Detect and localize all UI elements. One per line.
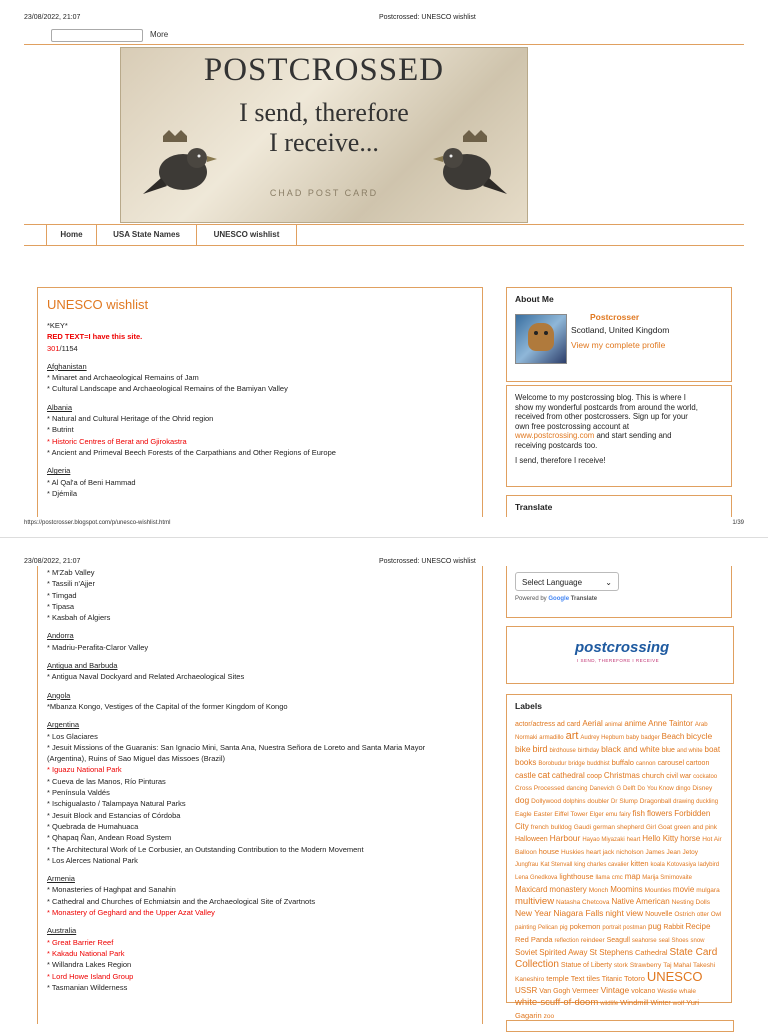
site-item: * Los Alerces National Park bbox=[47, 855, 138, 865]
site-item: * Minaret and Archaeological Remains of Jam bbox=[47, 373, 199, 383]
label-link[interactable]: bulldog bbox=[550, 824, 572, 831]
key-legend: RED TEXT=I have this site. bbox=[47, 332, 143, 342]
site-item: * Kasbah of Algiers bbox=[47, 613, 111, 623]
label-link[interactable]: badger bbox=[641, 735, 660, 741]
nav-bottom-divider bbox=[24, 245, 744, 246]
label-link[interactable]: heart bbox=[626, 837, 641, 843]
welcome-text-5: and start sending and bbox=[594, 431, 672, 440]
label-link[interactable]: Recipe bbox=[685, 922, 711, 931]
label-link[interactable]: Danevich bbox=[589, 786, 615, 792]
tab-home[interactable]: Home bbox=[47, 225, 97, 245]
label-link[interactable]: Jetoy bbox=[682, 849, 699, 856]
label-cloud bbox=[515, 718, 723, 1022]
next-widget bbox=[506, 1020, 734, 1032]
label-link[interactable]: Strawberry bbox=[629, 962, 662, 969]
post-content-continued bbox=[37, 566, 483, 1024]
labels-heading: Labels bbox=[515, 701, 542, 711]
welcome-text-3: received from other postcrossers. Sign up for your bbox=[515, 412, 688, 421]
label-link[interactable]: movie bbox=[672, 885, 695, 894]
label-link[interactable]: Gaudi bbox=[573, 824, 592, 831]
site-item: * Quebrada de Humahuaca bbox=[47, 821, 139, 831]
site-item: * Willandra Lakes Region bbox=[47, 960, 132, 970]
label-link[interactable]: monastery bbox=[549, 885, 587, 894]
label-link[interactable]: Kotovasiya bbox=[666, 862, 697, 868]
label-link[interactable]: heart jack nicholson bbox=[586, 849, 644, 856]
label-link[interactable]: Yuri Gagarin bbox=[515, 998, 700, 1020]
site-item: * Antigua Naval Dockyard and Related Archaeological Sites bbox=[47, 672, 245, 682]
site-item: * Madriu-Perafita-Claror Valley bbox=[47, 642, 149, 652]
label-link[interactable]: castle bbox=[515, 771, 536, 780]
powered-prefix: Powered by bbox=[515, 596, 549, 602]
welcome-tagline: I send, therefore I receive! bbox=[515, 456, 606, 465]
label-link[interactable]: Halloween bbox=[515, 836, 548, 843]
label-link[interactable]: pig bbox=[559, 925, 568, 931]
label-link[interactable]: cannon bbox=[635, 761, 656, 767]
print-page-number: 1/39 bbox=[732, 520, 744, 526]
label-link[interactable]: ad card bbox=[557, 721, 581, 728]
label-link[interactable]: zoo bbox=[543, 1013, 555, 1020]
label-link[interactable]: Dollywood bbox=[531, 798, 562, 805]
site-item: * Qhapaq Ñan, Andean Road System bbox=[47, 833, 172, 843]
site-count bbox=[47, 343, 472, 354]
label-link[interactable]: Natasha Chetcova bbox=[556, 899, 610, 906]
welcome-text-4: own free postcrossing account at bbox=[515, 421, 629, 431]
label-link[interactable]: postman bbox=[623, 925, 647, 931]
site-item: * Kakadu National Park bbox=[47, 948, 125, 958]
profile-link[interactable]: View my complete profile bbox=[571, 340, 666, 350]
label-link[interactable]: Forbidden City bbox=[515, 809, 711, 831]
top-divider bbox=[24, 44, 744, 45]
label-link[interactable]: kitten bbox=[630, 859, 649, 868]
site-item: * Cultural Landscape and Archaeological Remains of the Bamiyan Valley bbox=[47, 384, 288, 394]
tab-unesco-wishlist[interactable]: UNESCO wishlist bbox=[197, 225, 297, 245]
label-link[interactable]: Dr bbox=[611, 799, 618, 805]
label-link[interactable]: Spirited Away bbox=[539, 948, 588, 957]
profile-location: Scotland, United Kingdom bbox=[571, 325, 670, 335]
label-link[interactable]: Harbour bbox=[549, 833, 581, 843]
label-link[interactable]: Windmill bbox=[620, 998, 649, 1007]
label-link[interactable]: french bbox=[530, 824, 549, 831]
label-link[interactable]: Takeshi Kaneshiro bbox=[515, 962, 716, 983]
label-link[interactable]: Goat bbox=[657, 824, 673, 831]
print-title-2: Postcrossed: UNESCO wishlist bbox=[379, 558, 476, 565]
label-link[interactable]: drawing bbox=[673, 799, 695, 805]
site-item: * Lord Howe Island Group bbox=[47, 971, 134, 981]
label-link[interactable]: Anne Taintor bbox=[648, 719, 693, 728]
country-heading: Armenia bbox=[47, 874, 75, 884]
label-link[interactable]: birthday bbox=[577, 748, 600, 754]
count-have: 301 bbox=[47, 343, 60, 353]
label-link[interactable]: temple bbox=[546, 974, 569, 983]
label-link[interactable]: Red Panda bbox=[515, 935, 553, 944]
chevron-down-icon: ⌄ bbox=[605, 578, 612, 587]
site-item: * M'Zab Valley bbox=[47, 568, 95, 577]
country-heading: Afghanistan bbox=[47, 361, 87, 371]
postcrossing-link[interactable]: www.postcrossing.com bbox=[515, 431, 595, 440]
label-link[interactable]: Statue of Liberty bbox=[560, 962, 612, 969]
label-link[interactable]: white-scuff-of-doom bbox=[515, 997, 599, 1008]
label-link[interactable]: Nouvelle bbox=[645, 911, 673, 918]
print-date-2: 23/08/2022, 21:07 bbox=[24, 558, 81, 565]
label-link[interactable]: night view bbox=[605, 908, 644, 918]
about-heading: About Me bbox=[515, 294, 554, 304]
site-item: * Monastery of Geghard and the Upper Azat Valley bbox=[47, 908, 215, 918]
welcome-text-6: receiving postcards too. bbox=[515, 440, 598, 450]
label-link[interactable]: Native American bbox=[611, 897, 670, 906]
post-content bbox=[37, 287, 483, 517]
page-break bbox=[0, 537, 768, 538]
label-link[interactable]: duckling bbox=[696, 799, 719, 805]
label-link[interactable]: seahorse bbox=[631, 938, 657, 944]
label-link[interactable]: State Card Collection bbox=[515, 947, 718, 970]
label-link[interactable]: actor/actress bbox=[515, 721, 556, 728]
label-link[interactable]: Niagara Falls bbox=[553, 908, 604, 918]
label-link[interactable]: Hayao Miyazaki bbox=[582, 837, 625, 843]
site-item: * Jesuit Missions of the Guaranis: San Ignacio Mini, Santa Ana, Nuestra Señora de Loreto and Santa Maria Mayor bbox=[47, 742, 426, 752]
label-link[interactable]: Disney bbox=[692, 785, 713, 792]
country-heading: Albania bbox=[47, 402, 73, 412]
label-link[interactable]: bike bbox=[515, 744, 531, 754]
site-item: * Los Glaciares bbox=[47, 731, 98, 741]
tab-usa-state-names[interactable]: USA State Names bbox=[97, 225, 197, 245]
post-title: UNESCO wishlist bbox=[47, 297, 149, 312]
print-footer bbox=[24, 520, 744, 526]
wishlist-page1 bbox=[47, 361, 472, 499]
label-link[interactable]: anime bbox=[624, 719, 647, 728]
label-link[interactable]: Eiffel Tower bbox=[554, 811, 588, 818]
label-link[interactable]: Pelican bbox=[537, 925, 558, 931]
site-item: * Natural and Cultural Heritage of the Ohrid region bbox=[47, 414, 214, 424]
label-link[interactable]: snow bbox=[690, 938, 705, 944]
label-link[interactable]: Vermeer bbox=[572, 988, 599, 995]
label-link[interactable]: Eagle bbox=[515, 811, 532, 818]
label-link[interactable]: Borobudur bbox=[538, 761, 567, 767]
site-item: * Península Valdés bbox=[47, 788, 110, 798]
key-label: *KEY* bbox=[47, 321, 68, 330]
more-link[interactable]: More bbox=[150, 30, 169, 39]
site-item: * Tassili n'Ajjer bbox=[47, 579, 95, 589]
label-link[interactable]: Maxicard bbox=[515, 885, 548, 894]
label-link[interactable]: Rabbit bbox=[663, 924, 684, 931]
label-link[interactable]: buffalo bbox=[611, 758, 634, 767]
label-link[interactable]: James Jean bbox=[645, 849, 681, 856]
translate-widget bbox=[506, 495, 732, 517]
translate-widget-body bbox=[506, 566, 732, 618]
wishlist-continued bbox=[47, 567, 472, 623]
label-link[interactable]: Normaki bbox=[515, 735, 538, 741]
label-link[interactable]: Moomins bbox=[610, 885, 643, 894]
label-link[interactable]: Jungfrau bbox=[515, 862, 539, 868]
country-heading: Australia bbox=[47, 926, 77, 936]
label-link[interactable]: animal bbox=[604, 722, 623, 728]
label-link[interactable]: blue bbox=[661, 747, 675, 754]
label-link[interactable]: books bbox=[515, 758, 537, 767]
label-link[interactable]: black and white bbox=[601, 744, 660, 754]
print-header bbox=[24, 14, 744, 21]
about-me-widget bbox=[506, 287, 732, 382]
label-link[interactable]: Elger bbox=[589, 812, 604, 818]
print-title: Postcrossed: UNESCO wishlist bbox=[379, 14, 476, 21]
label-link[interactable]: german shepherd bbox=[593, 824, 644, 831]
label-link[interactable]: Audrey Hepburn bbox=[580, 735, 625, 741]
language-select-label: Select Language bbox=[522, 578, 583, 587]
label-link[interactable]: bicycle bbox=[686, 731, 713, 741]
site-item: * Tasmanian Wilderness bbox=[47, 982, 128, 992]
language-select[interactable] bbox=[515, 572, 619, 591]
powered-translate[interactable]: Translate bbox=[569, 596, 598, 602]
label-link[interactable]: Mounties bbox=[644, 887, 671, 894]
site-item: * Cueva de las Manos, Río Pinturas bbox=[47, 776, 166, 786]
label-link[interactable]: koala bbox=[650, 862, 665, 868]
label-link[interactable]: pokemon bbox=[569, 922, 601, 931]
label-link[interactable]: cartoon bbox=[685, 760, 710, 767]
label-link[interactable]: Taj Mahal bbox=[663, 962, 692, 969]
label-link[interactable]: G bbox=[616, 786, 622, 792]
label-link[interactable]: and white bbox=[676, 748, 703, 754]
label-link[interactable]: Totoro bbox=[624, 974, 645, 983]
wishlist-page2 bbox=[47, 630, 472, 993]
label-link[interactable]: Shoes bbox=[671, 938, 689, 944]
site-item: * Cathedral and Churches of Echmiatsin and the Archaeological Site of Zvartnots bbox=[47, 896, 316, 906]
label-link[interactable]: Dragonball bbox=[639, 798, 672, 805]
label-link[interactable]: Kat Stenvall bbox=[540, 862, 573, 868]
label-link[interactable]: dolphins bbox=[563, 799, 586, 805]
label-link[interactable]: reindeer bbox=[580, 937, 605, 944]
label-link[interactable]: Do bbox=[637, 786, 645, 792]
label-link[interactable]: Beach bbox=[661, 732, 685, 741]
label-link[interactable]: boat bbox=[704, 745, 721, 754]
search-input[interactable] bbox=[51, 29, 143, 42]
label-link[interactable]: Easter bbox=[533, 811, 553, 818]
label-link[interactable]: Van Gogh bbox=[539, 988, 571, 995]
label-link[interactable]: map bbox=[624, 872, 641, 881]
banner-motto-line2: I receive... bbox=[269, 128, 379, 157]
count-total: /1154 bbox=[59, 343, 78, 353]
banner-title: POSTCROSSED bbox=[203, 52, 445, 88]
label-link[interactable]: ladybird bbox=[698, 862, 720, 868]
avatar[interactable] bbox=[515, 314, 567, 364]
site-item: * Iguazu National Park bbox=[47, 765, 122, 775]
label-link[interactable]: whale bbox=[679, 988, 696, 995]
label-link[interactable]: Owl bbox=[710, 912, 722, 918]
label-link[interactable]: Titanic bbox=[601, 976, 623, 983]
welcome-text-1: Welcome to my postcrossing blog. This is where I bbox=[515, 393, 686, 402]
site-item: * Ancient and Primeval Beech Forests of the Carpathians and Other Regions of Europe bbox=[47, 447, 336, 457]
banner-motto-line1: I send, therefore bbox=[239, 98, 409, 127]
label-link[interactable]: llama bbox=[595, 875, 610, 881]
label-link[interactable]: wolf bbox=[672, 1000, 685, 1007]
label-link[interactable]: bridge bbox=[568, 761, 585, 767]
label-link[interactable]: civil war bbox=[666, 773, 692, 780]
site-item: * Tipasa bbox=[47, 601, 75, 611]
country-heading: Algeria bbox=[47, 466, 71, 476]
label-link[interactable]: Seagull bbox=[606, 937, 630, 944]
site-item: * Timgad bbox=[47, 590, 77, 600]
label-link[interactable]: painting bbox=[515, 925, 537, 931]
labels-widget bbox=[506, 694, 732, 1020]
label-link[interactable]: reflection bbox=[554, 938, 579, 944]
site-item: * Ischigualasto / Talampaya Natural Parks bbox=[47, 799, 186, 809]
label-link[interactable]: stork bbox=[613, 962, 628, 969]
google-logo[interactable]: Google bbox=[548, 596, 570, 602]
label-link[interactable]: cathedral bbox=[551, 771, 585, 780]
label-link[interactable]: Delft bbox=[623, 786, 636, 792]
label-link[interactable]: Hello Kitty bbox=[642, 834, 679, 843]
site-item: * Great Barrier Reef bbox=[47, 937, 114, 947]
label-link[interactable]: buddhist bbox=[586, 761, 610, 767]
label-link[interactable]: Arab bbox=[694, 722, 708, 728]
label-link[interactable]: Westie bbox=[657, 988, 678, 995]
label-link[interactable]: armadillo bbox=[539, 735, 564, 741]
country-heading: Angola bbox=[47, 690, 71, 700]
bird-left-icon bbox=[141, 128, 231, 208]
label-link[interactable]: carousel bbox=[657, 760, 685, 767]
label-link[interactable]: Girl bbox=[645, 824, 657, 831]
label-link[interactable]: Cross Processed bbox=[515, 785, 565, 792]
label-link[interactable]: bird bbox=[532, 744, 548, 754]
label-link[interactable]: Slump bbox=[619, 798, 638, 805]
bird-right-icon bbox=[419, 128, 509, 208]
label-link[interactable]: fairy bbox=[619, 812, 631, 818]
label-link[interactable]: cmc bbox=[611, 875, 623, 881]
label-link[interactable]: Winter bbox=[650, 1000, 671, 1007]
label-link[interactable]: Monch bbox=[588, 887, 609, 894]
print-url: https://postcrosser.blogspot.com/p/unesco-wishlist.html bbox=[24, 520, 171, 526]
welcome-text-2: show my wonderful postcards from around the world, bbox=[515, 402, 698, 412]
label-link[interactable]: USSR bbox=[515, 986, 538, 995]
label-link[interactable]: You Know bbox=[646, 786, 674, 792]
label-link[interactable]: Christmas bbox=[603, 771, 640, 780]
label-link[interactable]: green and pink bbox=[674, 824, 718, 831]
blog-banner[interactable] bbox=[120, 47, 528, 223]
postcrossing-tagline: I SEND, THEREFORE I RECEIVE bbox=[577, 658, 660, 663]
label-link[interactable]: St Stephens bbox=[589, 948, 634, 957]
label-link[interactable]: dingo bbox=[675, 786, 691, 792]
site-item: * Monasteries of Haghpat and Sanahin bbox=[47, 885, 176, 895]
label-link[interactable]: pug bbox=[648, 922, 662, 931]
label-link[interactable]: house bbox=[538, 847, 560, 856]
label-link[interactable]: church bbox=[641, 771, 665, 780]
label-link[interactable]: lighthouse bbox=[559, 872, 594, 881]
print-header-2 bbox=[24, 558, 744, 565]
label-link[interactable]: multiview bbox=[515, 896, 555, 907]
label-link[interactable]: cat bbox=[537, 770, 550, 780]
site-item: *Mbanza Kongo, Vestiges of the Capital of the former Kingdom of Kongo bbox=[47, 701, 288, 711]
country-heading: Antigua and Barbuda bbox=[47, 661, 118, 671]
label-link[interactable]: Ostrich bbox=[674, 911, 695, 918]
site-item: * Butrint bbox=[47, 425, 74, 435]
label-link[interactable]: doubler bbox=[587, 798, 610, 805]
site-item: * Historic Centres of Berat and Gjirokastra bbox=[47, 436, 187, 446]
label-link[interactable]: volcano bbox=[631, 988, 656, 995]
powered-by bbox=[515, 596, 723, 602]
label-link[interactable]: birdhouse bbox=[549, 748, 576, 754]
welcome-widget bbox=[506, 385, 732, 487]
label-link[interactable]: coop bbox=[586, 773, 602, 780]
label-link[interactable]: wildlife bbox=[600, 1001, 619, 1007]
site-item: * Djémila bbox=[47, 488, 78, 498]
label-link[interactable]: Aerial bbox=[582, 719, 603, 728]
label-link[interactable]: Lena Gnedkova bbox=[515, 875, 558, 881]
label-link[interactable]: art bbox=[565, 730, 579, 742]
label-link[interactable]: king charles cavalier bbox=[574, 862, 629, 868]
label-link[interactable]: UNESCO bbox=[646, 969, 703, 984]
print-date: 23/08/2022, 21:07 bbox=[24, 14, 81, 21]
label-link[interactable]: baby bbox=[626, 735, 640, 741]
label-link[interactable]: horse bbox=[680, 834, 701, 843]
translate-heading: Translate bbox=[515, 502, 553, 512]
country-heading: Andorra bbox=[47, 631, 74, 641]
site-item: * Al Qal'a of Beni Hammad bbox=[47, 477, 136, 487]
site-item: * Jesuit Block and Estancias of Córdoba bbox=[47, 810, 181, 820]
label-link[interactable]: seal bbox=[658, 938, 670, 944]
label-link[interactable]: Hot Air Balloon bbox=[515, 836, 722, 856]
label-link[interactable]: Nesting Dolls bbox=[671, 899, 710, 906]
site-item: * The Architectural Work of Le Corbusier, an Outstanding Contribution to the Modern Movement bbox=[47, 844, 364, 854]
label-link[interactable]: Text tiles bbox=[570, 974, 600, 983]
label-link[interactable]: Vintage bbox=[600, 985, 630, 995]
label-link[interactable]: cockatoo bbox=[693, 774, 718, 780]
label-link[interactable]: dancing bbox=[566, 786, 588, 792]
profile-name[interactable]: Postcrosser bbox=[590, 312, 640, 322]
country-heading: Argentina bbox=[47, 720, 80, 730]
label-link[interactable]: Huskies bbox=[561, 849, 585, 856]
label-link[interactable]: emu bbox=[605, 812, 618, 818]
label-link[interactable]: New Year bbox=[515, 908, 552, 918]
label-link[interactable]: dog bbox=[515, 795, 530, 805]
label-link[interactable]: portrait bbox=[602, 925, 622, 931]
label-link[interactable]: fish bbox=[632, 809, 645, 818]
label-link[interactable]: Marija Smirnovaite bbox=[642, 875, 692, 881]
label-link[interactable]: mulgara bbox=[696, 887, 720, 894]
postcrossing-logo[interactable]: postcrossing bbox=[575, 639, 670, 656]
label-link[interactable]: otter bbox=[696, 912, 709, 918]
label-link[interactable]: flowers bbox=[646, 809, 673, 818]
label-link[interactable]: Soviet bbox=[515, 948, 538, 957]
postcrossing-widget bbox=[506, 626, 734, 684]
site-item: (Argentina), Ruins of Sao Miguel das Missoes (Brazil) bbox=[47, 754, 225, 764]
label-link[interactable]: Cathedral bbox=[635, 948, 668, 957]
banner-postcard-text: CHAD POST CARD bbox=[269, 188, 379, 198]
page-tabs bbox=[46, 225, 280, 245]
